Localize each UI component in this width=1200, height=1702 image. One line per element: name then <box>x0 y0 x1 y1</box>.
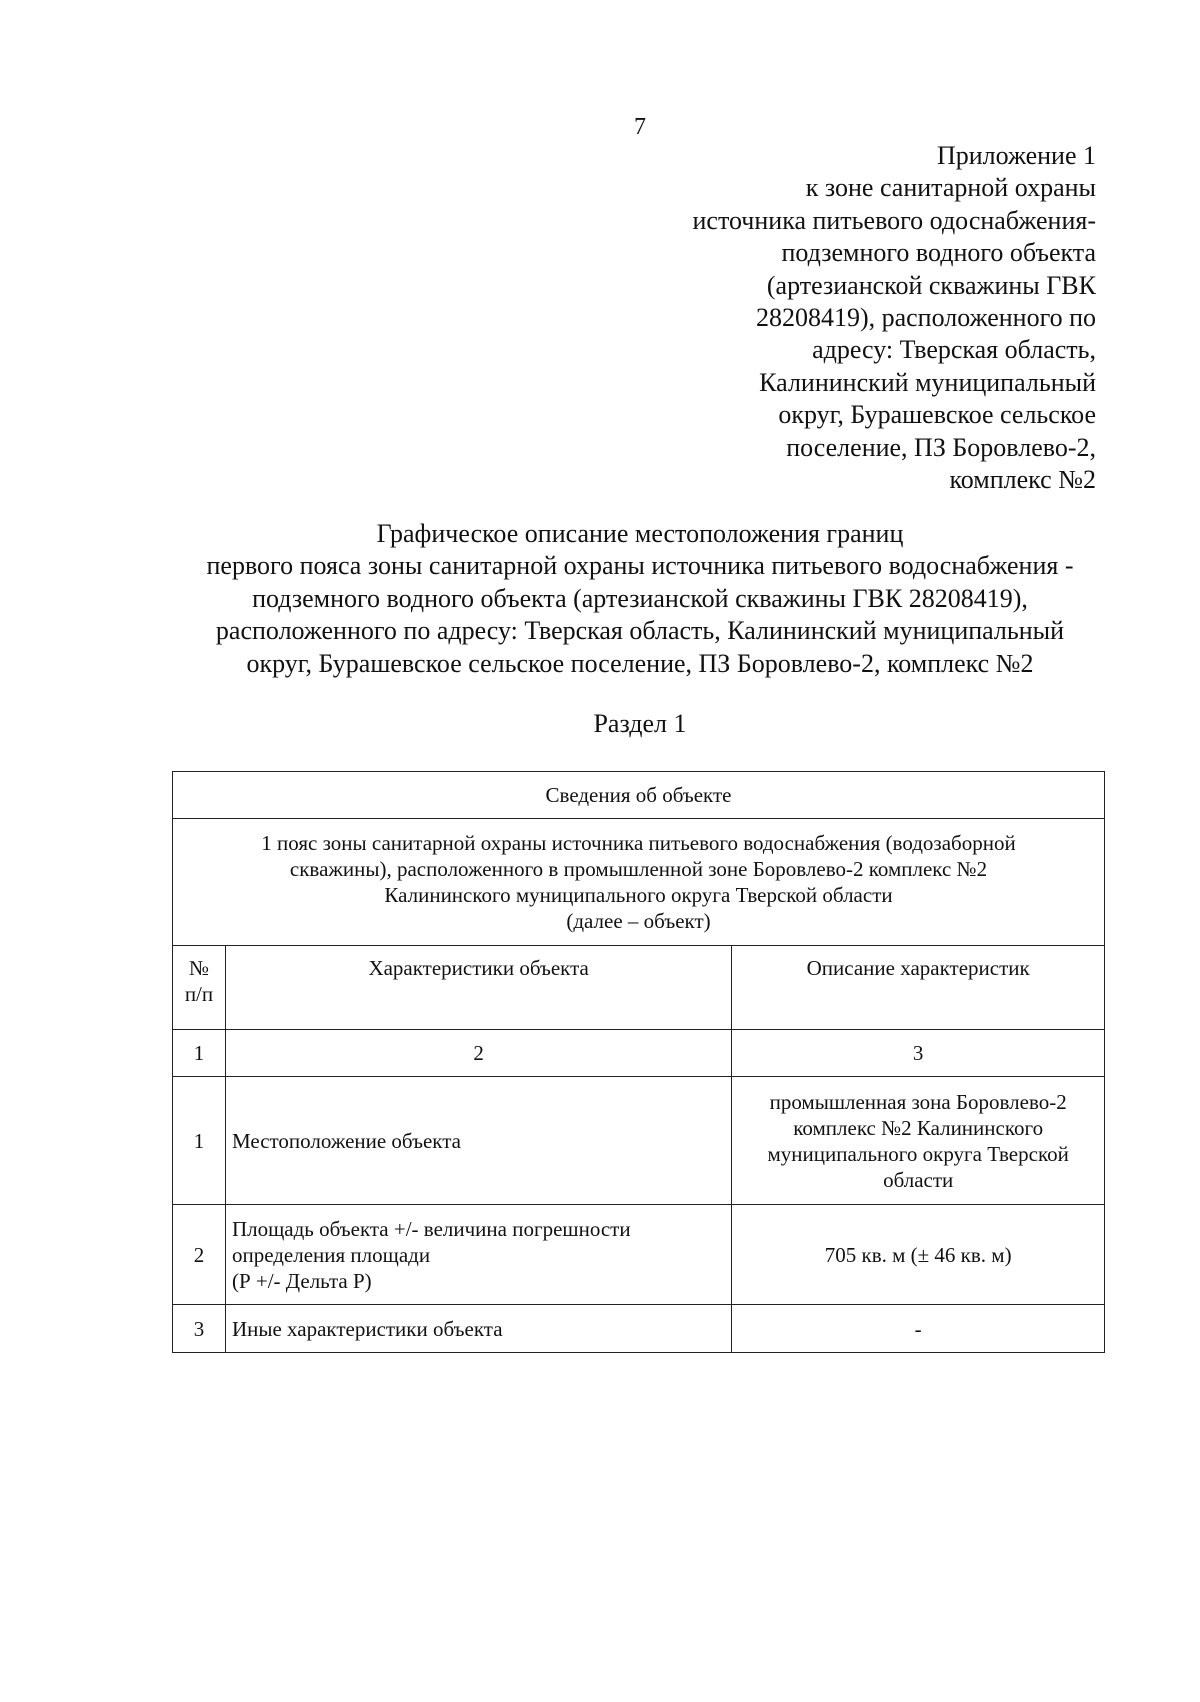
title-line: расположенного по адресу: Тверская область, Калининский муниципальный <box>215 616 1065 646</box>
column-header-description: Описание характеристик <box>732 946 1105 1030</box>
appendix-line: поселение, ПЗ Боровлево-2, <box>786 432 1096 462</box>
title-line: подземного водного объекта (артезианской скважины ГВК 28208419), <box>252 583 1028 613</box>
column-header-characteristics: Характеристики объекта <box>225 946 731 1030</box>
row-description <box>732 1305 1105 1353</box>
object-name-row <box>173 819 1105 946</box>
row-characteristic-line: (Р +/- Дельта Р) <box>231 1268 372 1293</box>
table-row <box>173 1305 1105 1353</box>
appendix-line: комплекс №2 <box>949 465 1096 495</box>
row-description-line: муниципального округа Тверской <box>767 1141 1069 1166</box>
row-characteristic <box>225 1077 731 1205</box>
object-info-table <box>172 771 1105 1353</box>
appendix-note <box>576 140 1096 496</box>
object-name-line: Калининского муниципального округа Тверской области <box>384 883 893 907</box>
column-header-row <box>173 946 1105 1030</box>
object-name-cell <box>173 819 1105 946</box>
column-number: 3 <box>732 1030 1105 1077</box>
column-number: 2 <box>225 1030 731 1077</box>
title-line: Графическое описание местоположения границ <box>376 519 904 548</box>
row-characteristic-line: Иные характеристики объекта <box>231 1316 503 1341</box>
document-title <box>130 518 1150 680</box>
row-characteristic-line: определения площади <box>231 1242 431 1267</box>
title-line: округ, Бурашевское сельское поселение, ПЗ Боровлево-2, комплекс №2 <box>246 648 1034 678</box>
object-name-line: скважины), расположенного в промышленной зоне Боровлево-2 комплекс №2 <box>289 857 988 881</box>
column-header-number-line: п/п <box>184 982 214 1006</box>
row-description-line: области <box>883 1167 954 1192</box>
row-characteristic-line: Площадь объекта +/- величина погрешности <box>231 1216 631 1241</box>
row-description <box>732 1077 1105 1205</box>
row-characteristic <box>225 1305 731 1353</box>
table-row <box>173 1205 1105 1305</box>
row-description-line: 705 кв. м (± 46 кв. м) <box>824 1242 1012 1267</box>
row-number: 2 <box>173 1205 226 1305</box>
appendix-line: адресу: Тверская область, <box>812 335 1096 365</box>
row-number: 1 <box>173 1077 226 1205</box>
object-name-line: (далее – объект) <box>566 909 711 933</box>
table-row <box>173 1077 1105 1205</box>
object-name-line: 1 пояс зоны санитарной охраны источника питьевого водоснабжения (водозаборной <box>261 831 1016 855</box>
appendix-line: округ, Бурашевское сельское <box>778 400 1096 430</box>
appendix-line: Калининский муниципальный <box>759 367 1096 397</box>
column-header-number-line: № <box>188 956 209 980</box>
appendix-line: подземного водного объекта <box>781 238 1096 268</box>
page-number: 7 <box>634 114 646 140</box>
row-description-line: комплекс №2 Калининского <box>793 1115 1044 1140</box>
row-characteristic-line: Местоположение объекта <box>231 1128 461 1153</box>
row-description <box>732 1205 1105 1305</box>
column-number: 1 <box>173 1030 226 1077</box>
appendix-line: Приложение 1 <box>936 141 1096 170</box>
appendix-line: 28208419), расположенного по <box>755 303 1096 333</box>
column-number-row <box>173 1030 1105 1077</box>
row-description-line: - <box>914 1316 922 1341</box>
appendix-line: источника питьевого одоснабжения- <box>692 205 1096 235</box>
row-description-line: промышленная зона Боровлево-2 <box>769 1089 1067 1114</box>
title-line: первого пояса зоны санитарной охраны источника питьевого водоснабжения - <box>206 551 1074 581</box>
appendix-line: к зоне санитарной охраны <box>805 173 1096 203</box>
table-header-text: Сведения об объекте <box>545 783 732 807</box>
section-title: Раздел 1 <box>593 709 687 738</box>
appendix-line: (артезианской скважины ГВК <box>766 270 1096 300</box>
row-characteristic <box>225 1205 731 1305</box>
column-header-number <box>173 946 226 1030</box>
table-header-cell <box>173 772 1105 819</box>
row-number: 3 <box>173 1305 226 1353</box>
table-header-row <box>173 772 1105 819</box>
